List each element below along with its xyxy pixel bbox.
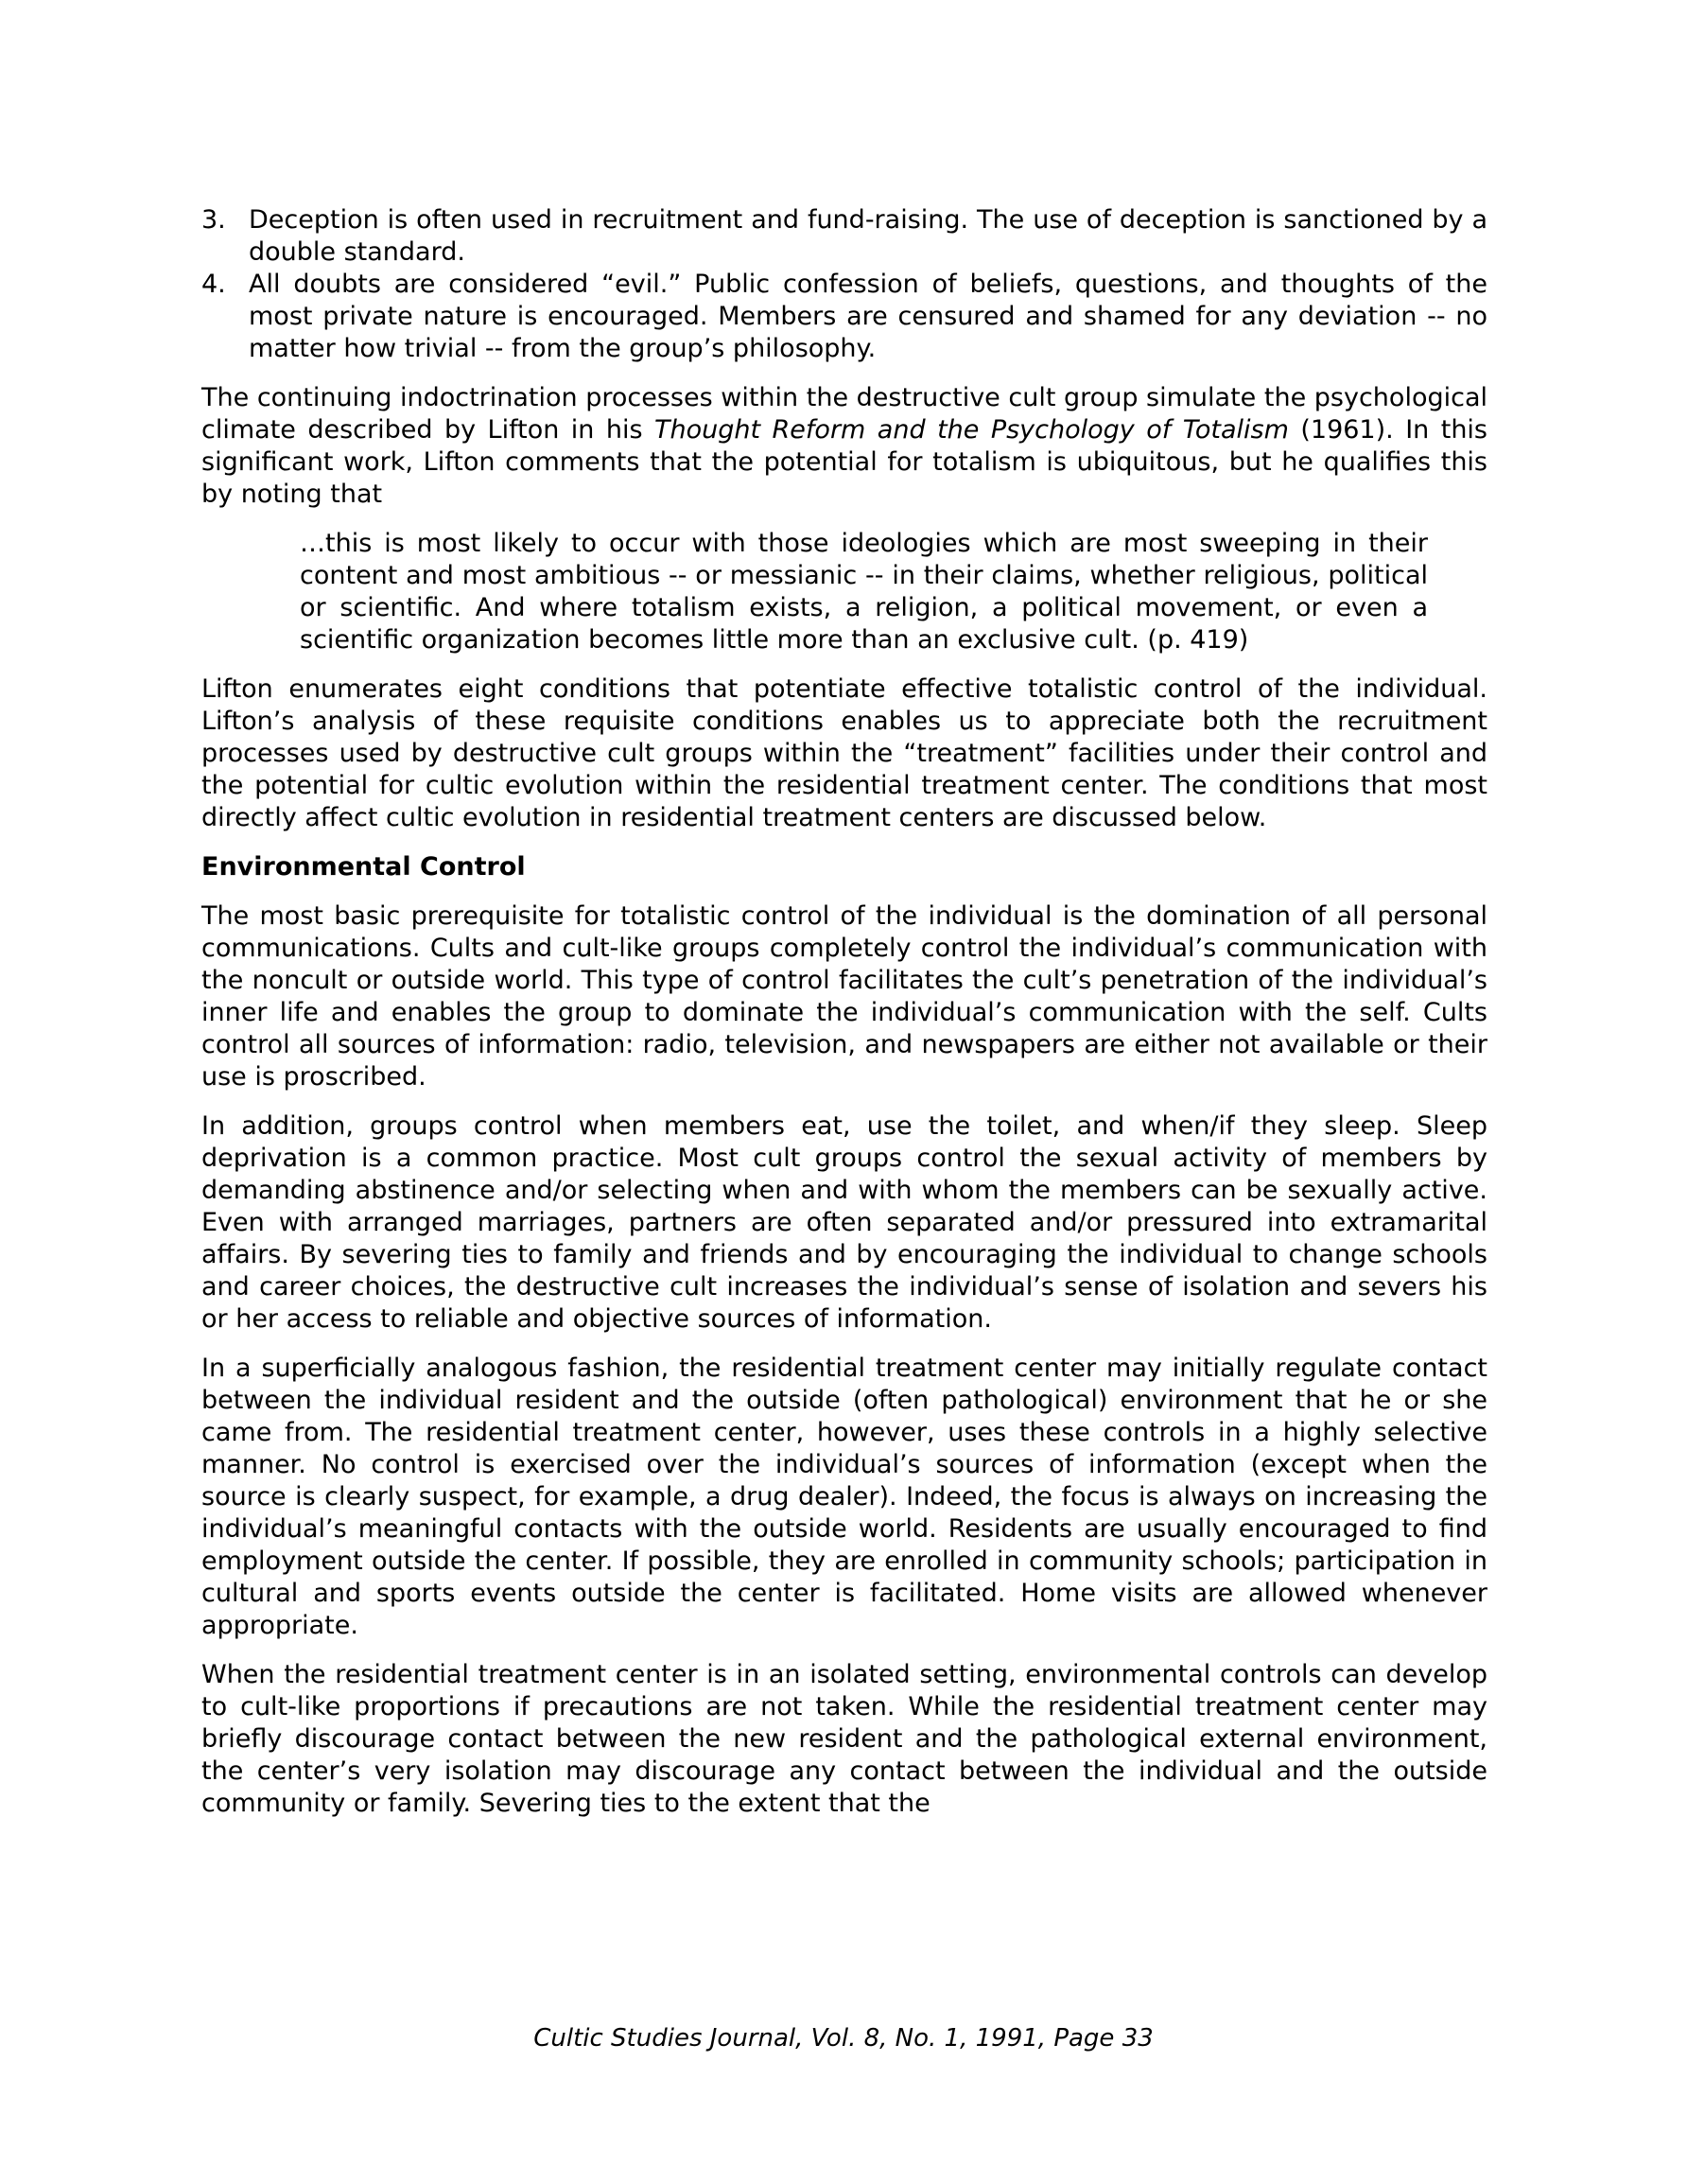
list-item-4-text: All doubts are considered “evil.” Public confession of beliefs, questions, and thoughts of the most private nature is encouraged. Members are censured and shamed for any deviation -- no matter how trivial -- from the group’s philosophy. xyxy=(249,270,1487,363)
list-item-3-number: 3. xyxy=(201,205,226,235)
paragraph-environmental-control-2: In addition, groups control when members eat, use the toilet, and when/if they sleep. Sleep deprivation is a common practice. Most cult groups control the sexual activity of members by demanding abstinence and/or selecting when and with whom the members can be sexually active. Even with arranged marriages, partners are often separated and/or pressured into extramarital affairs. By severing ties to family and friends and by encouraging the individual to change schools and career choices, the destructive cult increases the individual’s sense of isolation and severs his or her access to reliable and objective sources of information. xyxy=(201,1111,1487,1334)
paragraph-lifton-conditions: Lifton enumerates eight conditions that potentiate effective totalistic control of the individual. Lifton’s analysis of these requisite conditions enables us to appreciate both the recruitment processes used by destructive cult groups within the “treatment” facilities under their control and the potential for cultic evolution within the residential treatment center. The conditions that most directly affect cultic evolution in residential treatment centers are discussed below. xyxy=(201,674,1487,832)
page-footer: Cultic Studies Journal, Vol. 8, No. 1, 1991, Page 33 xyxy=(533,2024,1154,2053)
paragraph-indoctrination xyxy=(201,382,1487,511)
book-title-thought-reform: Thought Reform and the Psychology of Totalism xyxy=(654,415,1289,445)
paragraph-indoctrination-post: (1961). In this significant work, Lifton comments that the potential for totalism is ubiquitous, but he qualifies this by noting that xyxy=(201,415,1487,509)
section-heading-environmental-control: Environmental Control xyxy=(201,852,526,882)
lifton-block-quote: …this is most likely to occur with those ideologies which are most sweeping in their content and most ambitious -- or messianic -- in their claims, whether religious, political or scientific. And where totalism exists, a religion, a political movement, or even a scientific organization becomes little more than an exclusive cult. (p. 419) xyxy=(300,529,1428,655)
paragraph-residential-treatment-2: When the residential treatment center is in an isolated setting, environmental controls can develop to cult-like proportions if precautions are not taken. While the residential treatment center may briefly discourage contact between the new resident and the pathological external environment, the center’s very isolation may discourage any contact between the individual and the outside community or family. Severing ties to the extent that the xyxy=(201,1660,1487,1818)
text-column xyxy=(201,204,1487,1820)
list-item-3-text: Deception is often used in recruitment and fund-raising. The use of deception is sanctioned by a double standard. xyxy=(249,205,1487,267)
list-item-4-number: 4. xyxy=(201,270,226,299)
list-item-4 xyxy=(201,269,1487,365)
paragraph-environmental-control-1: The most basic prerequisite for totalistic control of the individual is the domination of all personal communications. Cults and cult-like groups completely control the individual’s communication with the noncult or outside world. This type of control facilitates the cult’s penetration of the individual’s inner life and enables the group to dominate the individual’s communication with the self. Cults control all sources of information: radio, television, and newspapers are either not available or their use is proscribed. xyxy=(201,901,1487,1092)
paragraph-indoctrination-pre: The continuing indoctrination processes within the destructive cult group simulate the psychological climate described by Lifton in his xyxy=(201,383,1487,445)
paragraph-residential-treatment-1: In a superficially analogous fashion, the residential treatment center may initially regulate contact between the individual resident and the outside (often pathological) environment that he or she came from. The residential treatment center, however, uses these controls in a highly selective manner. No control is exercised over the individual’s sources of information (except when the source is clearly suspect, for example, a drug dealer). Indeed, the focus is always on increasing the individual’s meaningful contacts with the outside world. Residents are usually encouraged to find employment outside the center. If possible, they are enrolled in community schools; participation in cultural and sports events outside the center is facilitated. Home visits are allowed whenever appropriate. xyxy=(201,1354,1487,1640)
list-item-3 xyxy=(201,204,1487,269)
numbered-list xyxy=(201,204,1487,365)
